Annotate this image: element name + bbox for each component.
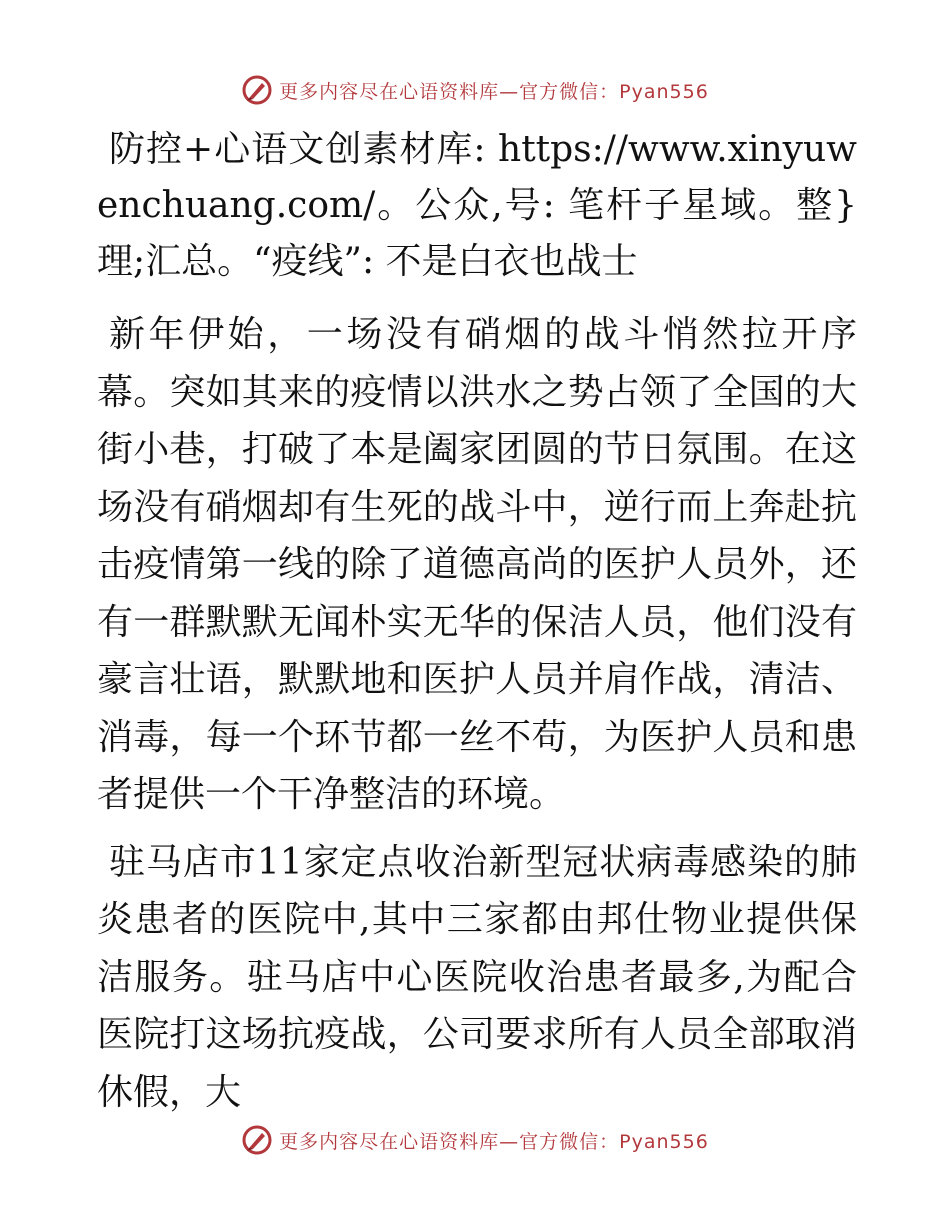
header-watermark-banner	[0, 70, 950, 110]
pen-logo-icon	[241, 1124, 273, 1156]
body-paragraph-1: 新年伊始，一场没有硝烟的战斗悄然拉开序幕。突如其来的疫情以洪水之势占领了全国的大街小巷，打破了本是阖家团圆的节日氛围。在这场没有硝烟却有生死的战斗中，逆行而上奔赴抗击疫情第一线的除了道德高尚的医护人员外，还有一群默默无闻朴实无华的保洁人员，他们没有豪言壮语，默默地和医护人员并肩作战，清洁、消毒，每一个环节都一丝不苟，为医护人员和患者提供一个干净整洁的环境。	[97, 314, 857, 815]
footer-watermark-banner	[0, 1120, 950, 1160]
pen-logo-icon	[241, 74, 273, 106]
header-banner-text: 更多内容尽在心语资料库—官方微信：Pyan556	[279, 80, 709, 103]
intro-paragraph: 防控+心语文创素材库: https://www.xinyuwenchuang.com/。公众,号: 笔杆子星域。整}理;汇总。“疫线”: 不是白衣也战士	[97, 129, 857, 282]
body-paragraph-2: 驻马店市11家定点收治新型冠状病毒感染的肺炎患者的医院中,其中三家都由邦仕物业提供保洁服务。驻马店中心医院收治患者最多,为配合医院打这场抗疫战，公司要求所有人员全部取消休假，大	[97, 841, 857, 1113]
document-body	[97, 122, 857, 1131]
footer-banner-text: 更多内容尽在心语资料库—官方微信：Pyan556	[279, 1130, 709, 1153]
